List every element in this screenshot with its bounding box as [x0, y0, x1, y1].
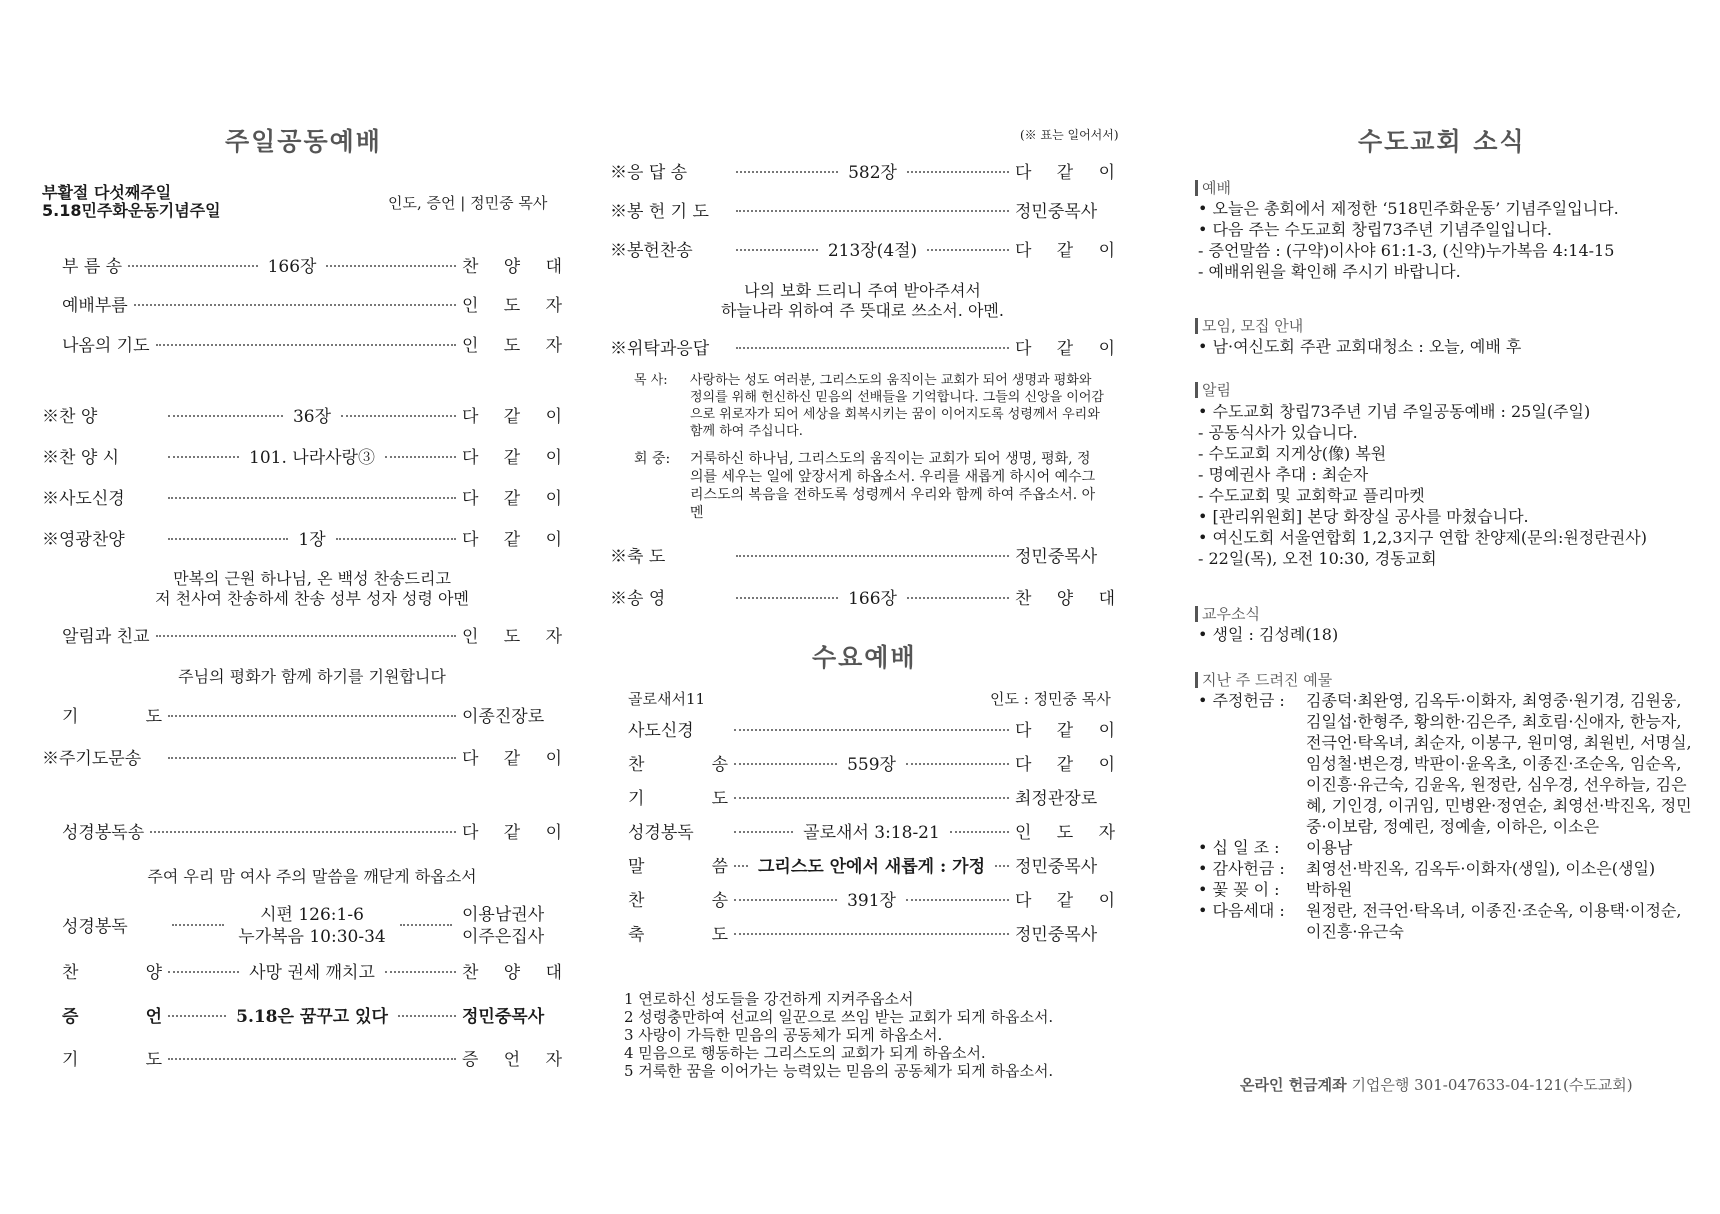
leader-dots [168, 415, 283, 417]
congregation-text: 거룩하신 하나님, 그리스도의 움직이는 교회가 되어 생명, 평화, 정의를 세우는 일에 앞장서게 하옵소서. 우리를 새롭게 하시어 예수그리스도의 복음을 전하도록 성령께서 우리와 함께 하여 주옵소서. 아멘 [690, 451, 1096, 521]
online-account-label: 온라인 헌금계좌 [1240, 1076, 1347, 1094]
order-item-detail: 1장 [298, 529, 326, 550]
order-item-person: 찬 양 대 [462, 962, 563, 983]
order-item-label: 찬 송 [628, 754, 728, 775]
congregation-response [634, 450, 1104, 522]
leader-dots [734, 797, 1009, 799]
leader-dots [168, 1015, 226, 1017]
order-item-label: ※축 도 [610, 546, 666, 567]
order-item-label: ※사도신경 [42, 488, 125, 509]
order-item-person: 다 같 이 [462, 488, 562, 509]
wed-order-item [628, 920, 1115, 944]
leader-dots [734, 933, 1009, 935]
offering-names: 이용남 [1306, 838, 1353, 857]
order-item-person: 정민중목사 [1015, 201, 1098, 222]
offering-hymn-line-1: 나의 보화 드리니 주여 받아주셔서 [744, 281, 981, 300]
scripture-reading-label: 성경봉독 [62, 917, 128, 937]
order-item-person: 다 같 이 [462, 748, 562, 769]
leader-dots [398, 1015, 456, 1017]
order-item-detail: 그리스도 안에서 새롭게 : 가정 [758, 856, 986, 877]
order-item-detail: 5.18은 꿈꾸고 있다 [236, 1006, 388, 1027]
online-account [1240, 1074, 1633, 1095]
order-item [42, 443, 562, 467]
wed-order-item [628, 886, 1115, 910]
order-item-label: 나옴의 기도 [62, 335, 150, 356]
offering-label: • 다음세대 : [1198, 901, 1285, 920]
worship-leaders: 인도, 증언 | 정민중 목사 [388, 194, 548, 212]
leader-dots [734, 729, 1009, 731]
wed-order-item [628, 716, 1115, 740]
order-item-person: 다 같 이 [1015, 240, 1115, 261]
news-line: • 여신도회 서울연합회 1,2,3지구 연합 찬양제(문의:원정란권사) [1198, 528, 1647, 547]
order-item [42, 525, 562, 549]
order-item-label: 증 언 [62, 1006, 162, 1027]
news-line: - 공동식사가 있습니다. [1198, 423, 1358, 442]
order-item [610, 236, 1115, 260]
leader-dots [950, 831, 1009, 833]
leader-dots [172, 924, 224, 926]
section-member-heading: 교우소식 [1195, 606, 1260, 622]
order-item [62, 818, 562, 842]
wednesday-leader: 인도 : 정민중 목사 [990, 690, 1111, 708]
order-item [62, 291, 562, 315]
prayer-item: 2 성령충만하여 선교의 일꾼으로 쓰임 받는 교회가 되게 하옵소서. [624, 1008, 1054, 1026]
leader-dots [907, 597, 1009, 599]
pastor-text: 사랑하는 성도 여러분, 그리스도의 움직이는 교회가 되어 생명과 평화와 정의를 위해 헌신하신 믿음의 선배들을 기억합니다. 그들의 신앙을 이어감으로 위로자가 되어 세상을 회복시키는 꿈이 이어지도록 성령께서 우리와 함께 하여 주십니다. [690, 373, 1104, 439]
reader-2: 이주은집사 [462, 927, 545, 947]
order-item [62, 622, 562, 646]
leader-dots [150, 831, 456, 833]
leader-dots [736, 210, 1009, 212]
leader-dots [156, 344, 456, 346]
news-line: - 증언말씀 : (구약)이사야 61:1-3, (신약)누가복음 4:14-15 [1198, 241, 1615, 260]
offering-names: 원정란, 전극언·탁옥녀, 이종진·조순옥, 이용택·이정순, 이진흥·유근숙 [1306, 901, 1682, 941]
order-item-label: 알림과 친교 [62, 626, 150, 647]
news-line: - 수도교회 및 교회학교 플리마켓 [1198, 486, 1425, 505]
order-item-person: 다 같 이 [1015, 720, 1115, 741]
order-item-label: 찬 양 [62, 962, 162, 983]
order-item-label: ※영광찬양 [42, 529, 125, 550]
order-item-label: 예배부름 [62, 295, 128, 316]
leader-dots [168, 715, 456, 717]
occasion-line-2: 5.18민주화운동기념주일 [42, 201, 221, 220]
wed-order-item [628, 818, 1115, 842]
order-item-person: 다 같 이 [1015, 754, 1115, 775]
prayer-item: 4 믿음으로 행동하는 그리스도의 교회가 되게 하옵소서. [624, 1044, 986, 1062]
leader-dots [168, 1058, 456, 1060]
order-item [610, 542, 1115, 566]
order-item-person: 인 도 자 [462, 626, 562, 647]
leader-dots [734, 763, 837, 765]
order-item-label: ※봉헌찬송 [610, 240, 693, 261]
pastor-response [634, 372, 1104, 440]
section-offering-heading: 지난 주 드려진 예물 [1195, 672, 1332, 688]
leader-dots [736, 171, 838, 173]
order-item [610, 334, 1115, 358]
order-item-label: ※송 영 [610, 588, 666, 609]
order-item [42, 402, 562, 426]
offering-entry [1198, 690, 1698, 837]
congregation-label: 회 중: [634, 451, 671, 467]
order-item-label: ※찬 양 시 [42, 447, 120, 468]
wednesday-worship-title: 수요예배 [812, 643, 917, 672]
order-item-label: 기 도 [62, 706, 162, 727]
offering-entry [1198, 900, 1698, 942]
order-item-person: 인 도 자 [1015, 822, 1115, 843]
peace-greeting: 주님의 평화가 함께 하기를 기원합니다 [178, 667, 446, 686]
worship-news [1198, 198, 1619, 282]
news-line: • 생일 : 김성례(18) [1198, 625, 1339, 644]
leader-dots [734, 899, 837, 901]
leader-dots [736, 249, 818, 251]
prayer-item: 1 연로하신 성도들을 강건하게 지켜주옵소서 [624, 990, 914, 1008]
member-news [1198, 624, 1338, 645]
leader-dots [128, 265, 258, 267]
order-item-person: 정민중목사 [462, 1006, 545, 1027]
leader-dots [736, 347, 1009, 349]
order-item-person: 다 같 이 [462, 529, 562, 550]
news-line: • 오늘은 총회에서 제정한 ‘518민주화운동’ 기념주일입니다. [1198, 199, 1619, 218]
leader-dots [326, 265, 456, 267]
order-item-person: 찬 양 대 [462, 256, 563, 277]
news-line: • 다음 주는 수도교회 창립73주년 기념주일입니다. [1198, 220, 1552, 239]
order-item-person: 다 같 이 [1015, 890, 1115, 911]
order-item-person: 이종진장로 [462, 706, 545, 727]
offering-list [1198, 690, 1698, 942]
order-item [62, 958, 562, 982]
order-item-label: 사도신경 [628, 720, 694, 741]
offering-label: • 감사헌금 : [1198, 859, 1285, 878]
wed-order-item [628, 750, 1115, 774]
order-item-person: 정민중목사 [1015, 856, 1098, 877]
order-item-detail: 213장(4절) [827, 240, 918, 261]
order-item [42, 744, 562, 768]
prayer-item: 5 거룩한 꿈을 이어가는 능력있는 믿음의 공동체가 되게 하옵소서. [624, 1062, 1054, 1080]
order-item-detail: 166장 [267, 256, 317, 277]
order-item-person: 정민중목사 [1015, 546, 1098, 567]
order-item-person: 다 같 이 [1015, 338, 1115, 359]
order-item-label: 성경봉독송 [62, 822, 145, 843]
order-item-label: ※봉 헌 기 도 [610, 201, 709, 222]
leader-dots [341, 415, 456, 417]
leader-dots [336, 538, 456, 540]
prayer-item: 3 사랑이 가득한 믿음의 공동체가 되게 하옵소서. [624, 1026, 943, 1044]
leader-dots [168, 757, 456, 759]
news-line: - 22일(목), 오전 10:30, 경동교회 [1198, 549, 1437, 568]
offering-hymn-line-2: 하늘나라 위하여 주 뜻대로 쓰소서. 아멘. [721, 301, 1004, 320]
order-item-label: 성경봉독 [628, 822, 694, 843]
news-line: - 명예권사 추대 : 최순자 [1198, 465, 1369, 484]
order-item-person: 인 도 자 [462, 335, 562, 356]
offering-entry [1198, 837, 1698, 858]
leader-dots [734, 865, 748, 867]
scripture-text-1: 시편 126:1-6 [260, 905, 364, 925]
order-item-label: ※주기도문송 [42, 748, 142, 769]
order-item-label: 축 도 [628, 924, 728, 945]
wed-order-item [628, 852, 1115, 876]
leader-dots [907, 171, 1009, 173]
sunday-worship-title: 주일공동예배 [225, 127, 382, 156]
offering-names: 김종덕·최완영, 김옥두·이화자, 최영중·원기경, 김원웅, 김일섭·한형주, 황의한·김은주, 최호림·신애자, 한능자, 전극언·탁옥녀, 최순자, 이봉구, 원미영, 최원빈, 서명실, 임성철·변은경, 박판이·윤옥초, 이종진·조순옥, 임순옥, 이진흥·유근숙, 김윤옥, 원정란, 심우경, 선우하늘, 김은혜, 기인경, 이귀임, 민병완·정연순, 최영선·박진옥, 정민중·이보람, 정예린, 정예솔, 이하은, 이소은 [1306, 691, 1692, 836]
gloria-line-1: 만복의 근원 하나님, 온 백성 찬송드리고 [173, 569, 451, 588]
leader-dots [736, 555, 1009, 557]
order-item-person: 인 도 자 [462, 295, 562, 316]
leader-dots [156, 635, 456, 637]
order-item [610, 584, 1115, 608]
order-item-person: 다 같 이 [462, 406, 562, 427]
news-line: • 수도교회 창립73주년 기념 주일공동예배 : 25일(주일) [1198, 402, 1591, 421]
order-item-detail: 391장 [847, 890, 896, 911]
news-line: • [관리위원회] 본당 화장실 공사를 마쳤습니다. [1198, 507, 1529, 526]
wed-order-item [628, 784, 1115, 808]
leader-dots [906, 763, 1009, 765]
section-notice-heading: 알림 [1195, 382, 1231, 398]
scripture-song-text: 주여 우리 맘 여사 주의 말씀을 깨닫게 하옵소서 [147, 867, 477, 886]
gloria-line-2: 저 천사여 찬송하세 찬송 성부 성자 성령 아멘 [155, 589, 469, 608]
wednesday-book: 골로새서11 [628, 690, 706, 708]
online-account-number: 기업은행 301-047633-04-121(수도교회) [1351, 1076, 1633, 1094]
order-item-label: ※찬 양 [42, 406, 98, 427]
offering-label: • 주정헌금 : [1198, 691, 1285, 710]
order-item-label: ※위탁과응답 [610, 338, 710, 359]
order-item-detail: 166장 [848, 588, 897, 609]
leader-dots [906, 899, 1009, 901]
news-line: - 수도교회 지게상(像) 복원 [1198, 444, 1387, 463]
offering-entry [1198, 858, 1698, 879]
meeting-news [1198, 336, 1521, 357]
order-item-person: 찬 양 대 [1015, 588, 1115, 609]
order-item-detail: 36장 [292, 406, 332, 427]
order-item-person: 증 언 자 [462, 1049, 562, 1070]
order-item [610, 197, 1115, 221]
scripture-text-2: 누가복음 10:30-34 [238, 927, 386, 947]
section-worship-heading: 예배 [1195, 180, 1231, 196]
leader-dots [927, 249, 1009, 251]
order-item-person: 다 같 이 [1015, 162, 1115, 183]
leader-dots [385, 456, 456, 458]
offering-label: • 꽃 꽂 이 : [1198, 880, 1280, 899]
order-item-label: 찬 송 [628, 890, 728, 911]
order-item-label: 기 도 [628, 788, 728, 809]
pastor-label: 목 사: [634, 373, 668, 388]
order-item-label: 말 씀 [628, 856, 728, 877]
order-item-person: 다 같 이 [462, 822, 562, 843]
leader-dots [168, 497, 456, 499]
notice-news [1198, 401, 1647, 569]
order-item-detail: 559장 [847, 754, 896, 775]
order-item [62, 1002, 562, 1026]
leader-dots [734, 831, 793, 833]
standing-note: (※ 표는 일어서서) [1020, 128, 1119, 142]
leader-dots [736, 597, 838, 599]
order-item [42, 484, 562, 508]
leader-dots [400, 924, 452, 926]
order-item-person: 다 같 이 [462, 447, 563, 468]
offering-names: 최영선·박진옥, 김옥두·이화자(생일), 이소은(생일) [1306, 859, 1656, 878]
order-item-label: 부 름 송 [62, 256, 123, 277]
prayer-list [624, 990, 1053, 1080]
offering-entry [1198, 879, 1698, 900]
order-item-detail: 101. 나라사랑③ [249, 447, 375, 468]
section-meeting-heading: 모임, 모집 안내 [1195, 318, 1303, 334]
leader-dots [995, 865, 1009, 867]
order-item-label: ※응 답 송 [610, 162, 688, 183]
leader-dots [134, 304, 456, 306]
order-item-person: 최정관장로 [1015, 788, 1098, 809]
offering-names: 박하원 [1306, 880, 1353, 899]
leader-dots [168, 971, 239, 973]
news-line: - 예배위원을 확인해 주시기 바랍니다. [1198, 262, 1461, 281]
scripture-reading [62, 900, 562, 946]
order-item [62, 1045, 562, 1069]
order-item-detail: 사망 권세 깨치고 [249, 962, 375, 983]
offering-label: • 십 일 조 : [1198, 838, 1280, 857]
order-item-label: 기 도 [62, 1049, 162, 1070]
church-news-title: 수도교회 소식 [1358, 127, 1526, 156]
leader-dots [168, 538, 288, 540]
news-line: • 남·여신도회 주관 교회대청소 : 오늘, 예배 후 [1198, 337, 1522, 356]
order-item [610, 158, 1115, 182]
leader-dots [168, 456, 239, 458]
leader-dots [385, 971, 456, 973]
occasion-line-1: 부활절 다섯째주일 [42, 183, 172, 202]
order-item [62, 252, 562, 276]
order-item-detail: 582장 [848, 162, 897, 183]
order-item [62, 331, 562, 355]
order-item-detail: 골로새서 3:18-21 [803, 822, 940, 843]
order-item-person: 정민중목사 [1015, 924, 1098, 945]
reader-1: 이용남권사 [462, 905, 545, 925]
order-item [62, 702, 562, 726]
